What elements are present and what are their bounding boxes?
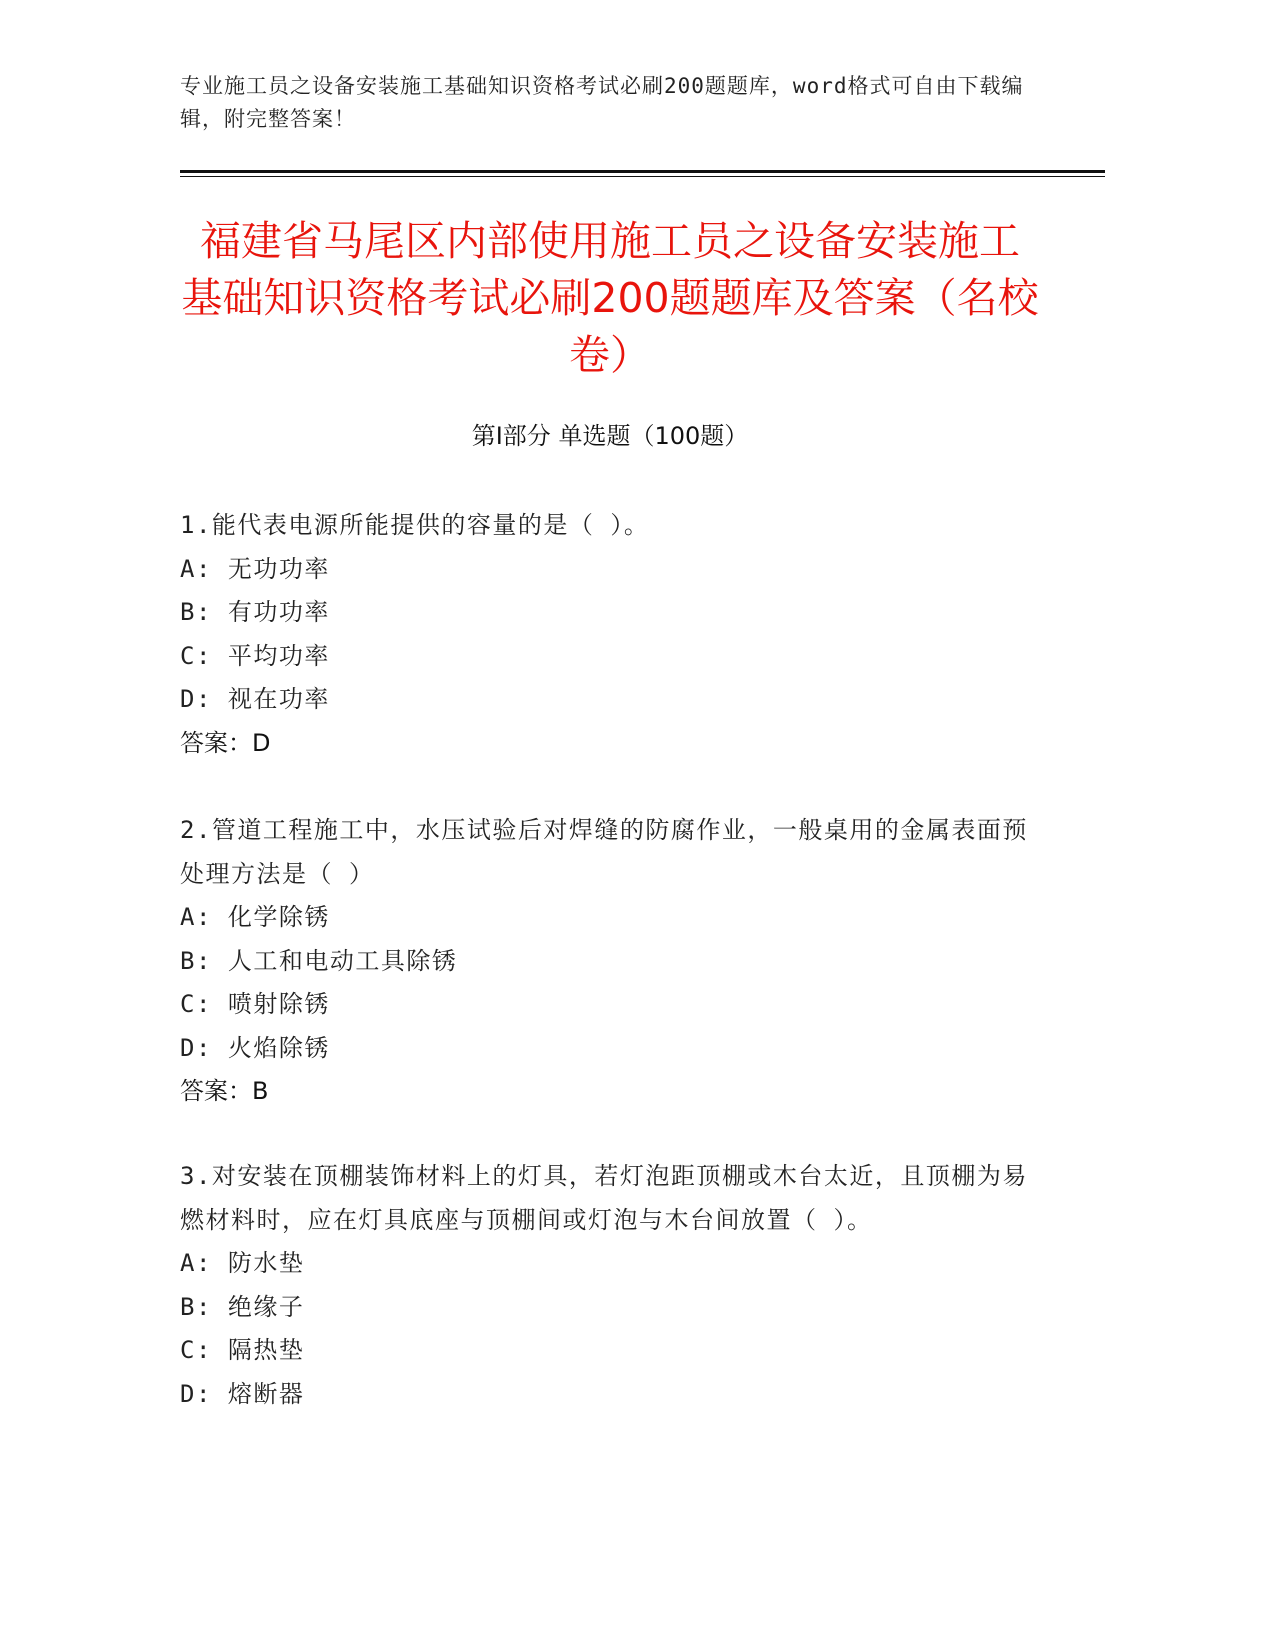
option-b: B: 人工和电动工具除锈 — [180, 946, 458, 975]
question-stem: 3.对安装在顶棚装饰材料上的灯具，若灯泡距顶棚或木台太近，且顶棚为易燃材料时，应在灯具底座与顶棚间或灯泡与木台间放置（ ）。 — [180, 1162, 1028, 1234]
header-note: 专业施工员之设备安装施工基础知识资格考试必刷200题题库，word格式可自由下载编辑，附完整答案！ — [180, 74, 1024, 131]
option-c: C: 隔热垫 — [180, 1336, 305, 1364]
option-a: A: 无功功率 — [180, 554, 330, 583]
answer: 答案：D — [180, 728, 271, 757]
question-stem: 1.能代表电源所能提供的容量的是（ ）。 — [180, 511, 650, 539]
question-1 — [180, 504, 1040, 765]
question-stem: 2.管道工程施工中，水压试验后对焊缝的防腐作业，一般桌用的金属表面预处理方法是（ ） — [180, 816, 1028, 888]
option-c: C: 平均功率 — [180, 641, 330, 670]
question-3 — [180, 1155, 1040, 1416]
option-b: B: 绝缘子 — [180, 1292, 305, 1321]
question-2 — [180, 809, 1040, 1114]
answer: 答案：B — [180, 1077, 269, 1105]
option-c: C: 喷射除锈 — [180, 990, 330, 1018]
option-d: D: 火焰除锈 — [180, 1033, 330, 1062]
option-d: D: 视在功率 — [180, 685, 330, 713]
option-a: A: 化学除锈 — [180, 903, 330, 931]
section-heading: 第Ⅰ部分 单选题（100题） — [471, 422, 749, 450]
header-rule-thin — [180, 176, 1105, 177]
document-title: 福建省马尾区内部使用施工员之设备安装施工基础知识资格考试必刷200题题库及答案（名校卷） — [181, 217, 1039, 379]
header-rule-thick — [180, 170, 1105, 173]
option-d: D: 熔断器 — [180, 1379, 305, 1408]
option-b: B: 有功功率 — [180, 598, 330, 626]
option-a: A: 防水垫 — [180, 1249, 305, 1277]
